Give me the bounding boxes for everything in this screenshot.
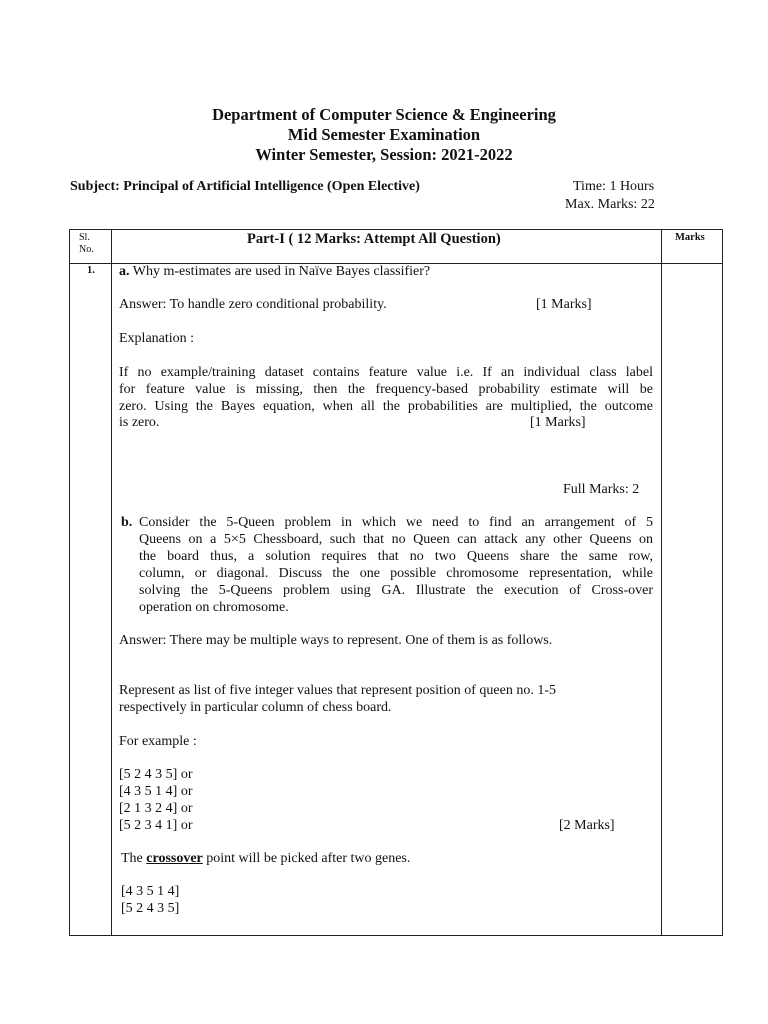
question-b-line-5: solving the 5-Queens problem using GA. Illustrate the execution of Cross-over (139, 583, 653, 598)
representation-line-2: respectively in particular column of chess board. (119, 700, 392, 715)
example-chromosome-3: [2 1 3 2 4] or (119, 801, 193, 816)
parent-chromosome-2: [5 2 4 3 5] (121, 901, 180, 916)
crossover-word: crossover (146, 851, 203, 866)
question-a-label: a. (119, 264, 130, 279)
col-sl-label: Sl. (79, 232, 90, 243)
question-b-line-4: column, or diagonal. Discuss the one possible chromosome representation, while (139, 566, 653, 581)
max-marks-line: Max. Marks: 22 (565, 197, 655, 212)
example-chromosome-2: [4 3 5 1 4] or (119, 784, 193, 799)
full-marks: Full Marks: 2 (563, 482, 640, 497)
parent-chromosome-1: [4 3 5 1 4] (121, 884, 180, 899)
example-chromosome-1: [5 2 4 3 5] or (119, 767, 193, 782)
example-chromosome-4: [5 2 3 4 1] or (119, 818, 193, 833)
crossover-pre: The (121, 851, 147, 866)
answer-a: Answer: To handle zero conditional probability. (119, 297, 387, 312)
question-b-line-1: Consider the 5-Queen problem in which we need to find an arrangement of 5 (139, 515, 653, 530)
time-line: Time: 1 Hours (573, 179, 655, 194)
answer-b: Answer: There may be multiple ways to represent. One of them is as follows. (119, 633, 553, 648)
row-number: 1. (87, 265, 95, 276)
col-no-label: No. (79, 244, 94, 255)
crossover-post: point will be picked after two genes. (202, 851, 411, 866)
question-b-line-6: operation on chromosome. (139, 600, 289, 615)
explanation-marks: [1 Marks] (530, 415, 586, 430)
question-b-line-2: Queens on a 5×5 Chessboard, such that no Queen can attack any other Queens on (139, 532, 653, 547)
explanation-label: Explanation : (119, 331, 195, 346)
department-title: Department of Computer Science & Engineering (212, 105, 556, 124)
examples-marks: [2 Marks] (559, 818, 615, 833)
subject-line: Subject: Principal of Artificial Intelligence (Open Elective) (70, 179, 420, 194)
question-b-line-3: the board thus, a solution requires that no two Queens share the same row, (139, 549, 653, 564)
answer-a-marks: [1 Marks] (536, 297, 592, 312)
crossover-sentence (121, 851, 410, 867)
explanation-line-4: is zero. (119, 415, 160, 430)
part-title: Part-I ( 12 Marks: Attempt All Question) (247, 231, 501, 247)
question-b-label: b. (121, 515, 133, 530)
explanation-line-2: for feature value is missing, then the frequency-based probability estimate will be (119, 382, 653, 397)
representation-line-1: Represent as list of five integer values that represent position of queen no. 1-5 (119, 683, 556, 698)
explanation-line-1: If no example/training dataset contains feature value i.e. If an individual class label (119, 365, 653, 380)
session-title: Winter Semester, Session: 2021-2022 (255, 145, 513, 164)
question-a (119, 264, 430, 280)
col-marks-label: Marks (675, 232, 705, 243)
explanation-line-3: zero. Using the Bayes equation, when all the probabilities are multiplied, the outcome (119, 399, 653, 414)
question-a-text: Why m-estimates are used in Naïve Bayes classifier? (129, 264, 431, 279)
example-label: For example : (119, 734, 197, 749)
exam-title: Mid Semester Examination (287, 125, 481, 144)
